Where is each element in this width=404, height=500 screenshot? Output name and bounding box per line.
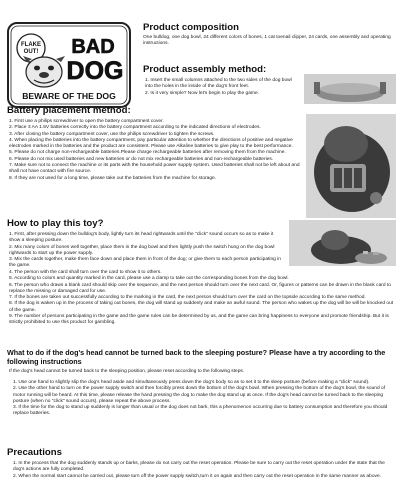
battery-item: 3. After closing the battery compartment cover, use the philips screwdriver to tighten the screws. xyxy=(9,131,215,137)
composition-title: Product composition xyxy=(143,22,239,33)
logo-bad-text: BAD xyxy=(71,36,115,58)
assembly-item: 1. Insert the small columns attached to the two sides of the dog bowl into the holes in the inside of the dog's front feet. xyxy=(145,78,292,90)
battery-item: 2. Place 3 AA 1.5V batteries correctly into the battery compartment according to the indicated directions of electrodes. xyxy=(9,125,261,131)
battery-list xyxy=(9,119,301,182)
dog-bowl-photo xyxy=(304,74,396,104)
head-reset-item: 1. Use one hand to slightly slip the dog's head aside and simultaneously press down the dog's body so as to set it to the sleep posture (before making a "click" sound). xyxy=(13,380,370,385)
dog-with-bones-photo xyxy=(289,220,396,266)
battery-item: 4. When placing the batteries into the battery compartment, pay particular attention to whether the directions of positive and negative electrodes marked in the batteries and the product are consistent. Please use Alkaline batteries to give play to the best performance. xyxy=(9,137,293,150)
battery-item: 8. If they are not used for a long time, please take out the batteries from the machine for storage. xyxy=(9,175,217,181)
play-item: 7. If the bones are taken out successfully according to the marking in the card, the next person should turn over the card on the topside according to the same method. xyxy=(9,295,366,301)
assembly-title: Product assembly method: xyxy=(143,64,267,75)
battery-item: 6. Please do not mix used batteries and new batteries or do not mix rechargeable batteries and non-rechargeable batteries. xyxy=(9,156,274,162)
logo-dog-text: DOG xyxy=(66,57,124,85)
head-reset-list xyxy=(13,380,397,418)
logo-badge-text: FLAKE xyxy=(21,42,41,48)
battery-title: Battery placement method: xyxy=(7,105,131,116)
head-reset-title: What to do if the dog's head cannot be turned back to the sleeping posture? Please have a try according to the following instructions xyxy=(7,348,386,366)
play-title: How to play this toy? xyxy=(7,218,104,229)
precaution-item: 1. In the process that the dog suddenly stands up or barks, please do not carry out the reset operation. Please be sure to carry out the reset operation under the state that the dog's actions are fully completed. xyxy=(13,461,385,473)
precautions-title: Precautions xyxy=(7,447,62,458)
play-item: 1. First, after pressing down the bulldog's body, lightly turn its head rightwards until the "click" sound occurs so as to make it show a sleeping posture. xyxy=(9,232,274,244)
composition-text: One bulldog, one dog bowl, 24 different colors of bones, 1 cat toenail clipper, 24 cards, one assembly and operating instructions. xyxy=(143,35,391,47)
head-reset-item: 2. Use the other hand to turn on the power supply switch and then forcibly press down the bottom of the dog's bowl. When pressing the bottom of the dog's bowl, the sound of motor running will be heard. At this time, please release the hand pressing the dog to make the dog stand up at once. If the dog's head cannot be turned back to the sleeping posture (when no "click" sound occurs), please repeat the above process. xyxy=(13,386,386,404)
battery-item: 7. Make sure not to connect the machine or its parts with the household power supply system. Used batteries shall not be left about and shall not have contact with fire source. xyxy=(9,163,300,175)
play-item: 8. If the dog is waken up in the process of taking out bones, the dog will stand up suddenly and make an awful sound. The person who wakes up the dog will be will be knocked out of the game. xyxy=(9,301,394,313)
play-item: 4. The person with the card shall turn over the card to show it to others. xyxy=(9,270,162,275)
play-item: 5. According to colors and quantity marked in the card, please use a clamp to take out the corresponding bones from the dog bowl. xyxy=(9,276,289,282)
head-reset-intro: If the dog's head cannot be turned back to the sleeping position, please reset according to the following steps. xyxy=(9,369,245,374)
assembly-item: 2. Is it very simple? Now let's begin to play the game. xyxy=(145,90,259,96)
svg-text:OUT!: OUT! xyxy=(23,49,39,55)
precautions-list xyxy=(13,461,397,480)
battery-item: 1. First use a philips screwdriver to open the battery compartment cover. xyxy=(9,119,164,124)
logo-tagline-text: BEWARE OF THE DOG xyxy=(22,91,116,101)
battery-compartment-photo xyxy=(306,114,396,218)
play-item: 3. Mix the cards together, make them face down and place them in front of the dog; or give them to each person participating in the game. xyxy=(9,257,281,269)
play-list-bottom xyxy=(9,270,397,327)
battery-item: 5. Please do not charge non-rechargeable batteries.Please charge rechargeable batteries after removing them from the machine. xyxy=(9,150,286,156)
play-list-top xyxy=(9,232,281,270)
play-item: 6. The person who draws a blank card should skip over the sequence, and the next person should turn over the next card. Or, figures or patterns can be drawn in the blank card to replace the missing or damaged card for use. xyxy=(9,282,391,294)
bad-dog-logo xyxy=(7,22,131,108)
play-item: 2. Mix many colors of bones well together, place them in the dog bowl and then lightly push the switch hung on the dog bowl rightwards to start up the power supply. xyxy=(9,244,275,256)
precaution-item: 2. When the normal start cannot be carried out, please turn off the power supply switch,turn it on again and then carry out the reset operation in the same manner as above. xyxy=(13,473,381,479)
assembly-list xyxy=(145,78,295,97)
play-item: 9. The number of persons participating in the game and the game rules can be determined by us, and the game can bring happiness to everyone and promote friendship. But it is strictly prohibited to use this product for gambling. xyxy=(9,314,389,326)
head-reset-item: 3. If the time for the dog to stand up suddenly is longer than usual or the dog does not bark, this a phenomenon occurring due to battery consumption and therefore you should replace batteries. xyxy=(13,405,388,417)
